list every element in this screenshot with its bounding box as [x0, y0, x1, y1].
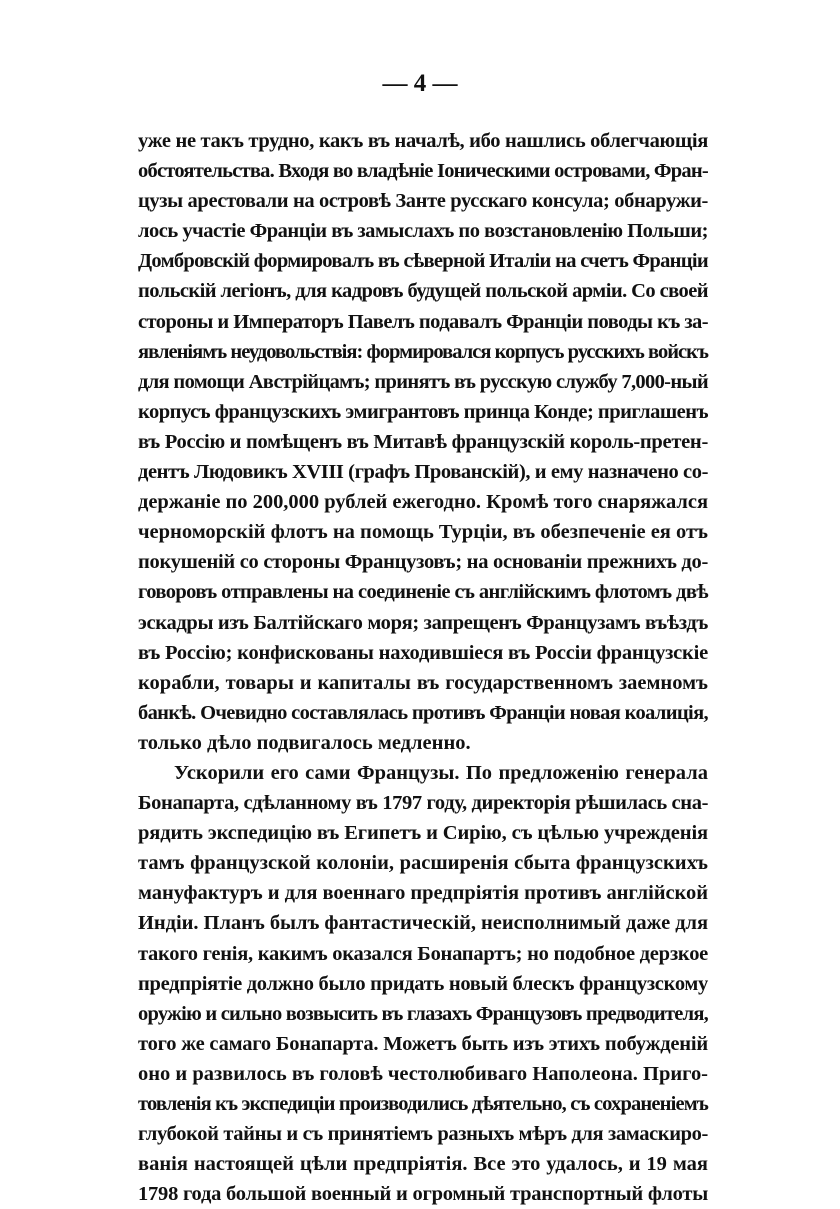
text-line: держаніе по 200,000 рублей ежегодно. Кромѣ того снаряжался — [138, 491, 709, 514]
text-line: корабли, товары и капиталы въ государственномъ заемномъ — [138, 671, 708, 694]
text-line: оно и развилось въ головѣ честолюбиваго Наполеона. Приго- — [138, 1062, 708, 1085]
text-line: польскій легіонъ, для кадровъ будущей польской арміи. Со своей — [138, 280, 708, 303]
text-line: въ Россію и помѣщенъ въ Митавѣ французскій король-претен- — [138, 430, 708, 453]
text-line: только дѣло подвигалось медленно. — [138, 731, 471, 754]
text-line: стороны и Императоръ Павелъ подавалъ Франціи поводы къ за- — [138, 310, 709, 333]
text-line: эскадры изъ Балтійскаго моря; запрещенъ Французамъ въѣздъ — [138, 611, 708, 634]
text-line: рядить экспедицію въ Египетъ и Сирію, съ цѣлью учрежденія — [138, 822, 708, 845]
text-line: лось участіе Франціи въ замыслахъ по возстановленію Польши; — [138, 220, 708, 243]
text-line: корпусъ французскихъ эмигрантовъ принца Конде; приглашенъ — [138, 400, 709, 423]
text-line: явленіямъ неудовольствія: формировался корпусъ русскихъ войскъ — [138, 340, 708, 363]
text-line: Индіи. Планъ былъ фантастическій, неисполнимый даже для — [138, 912, 709, 935]
text-line: обстоятельства. Входя во владѣніе Іоническими островами, Фран- — [138, 160, 708, 183]
text-line: банкѣ. Очевидно составлялась противъ Франціи новая коалиція, — [138, 701, 708, 724]
text-line: тамъ французской колоніи, расширенія сбыта французскихъ — [138, 852, 708, 875]
text-line: мануфактуръ и для военнаго предпріятія противъ англійской — [138, 882, 708, 905]
text-line: Ускорили его сами Французы. По предложенію генерала — [174, 761, 708, 784]
text-line: ванія настоящей цѣли предпріятія. Все это удалось, и 19 мая — [138, 1153, 708, 1176]
text-line: товленія къ экспедиціи производились дѣятельно, съ сохраненіемъ — [138, 1093, 708, 1115]
text-line: глубокой тайны и съ принятіемъ разныхъ мѣръ для замаскиро- — [138, 1123, 709, 1146]
text-line: такого генія, какимъ оказался Бонапартъ; но подобное дерзкое — [138, 942, 708, 965]
paragraph-2 — [138, 758, 708, 1209]
paragraph-1 — [138, 126, 708, 758]
text-line: оружію и сильно возвысить въ глазахъ Французовъ предводителя, — [138, 1002, 709, 1025]
text-line: дентъ Людовикъ XVIII (графъ Прованскій), и ему назначено со- — [138, 461, 708, 484]
text-line: того же самаго Бонапарта. Можетъ быть изъ этихъ побужденій — [138, 1032, 709, 1055]
text-line: Бонапарта, сдѣланному въ 1797 году, директорія рѣшилась сна- — [138, 792, 709, 815]
text-line: покушеній со стороны Французовъ; на основаніи прежнихъ до- — [138, 551, 708, 574]
text-line: предпріятіе должно было придать новый блескъ французскому — [138, 972, 708, 995]
text-line: для помощи Австрійцамъ; принятъ въ русскую службу 7,000-ный — [138, 370, 708, 393]
text-line: въ Россію; конфискованы находившіеся въ Россіи французскіе — [138, 641, 709, 664]
text-line: черноморскій флотъ на помощь Турціи, въ обезпеченіе ея отъ — [138, 521, 709, 544]
text-line: говоровъ отправлены на соединеніе съ англійскимъ флотомъ двѣ — [138, 581, 709, 604]
text-line: 1798 года большой военный и огромный транспортный флоты — [138, 1183, 708, 1206]
text-line: Домбровскій формировалъ въ сѣверной Италіи на счетъ Франціи — [138, 250, 708, 273]
body-text — [138, 126, 708, 1209]
text-line: цузы арестовали на островѣ Занте русскаго консула; обнаружи- — [138, 190, 708, 213]
text-line: уже не такъ трудно, какъ въ началѣ, ибо нашлись облегчающія — [138, 130, 708, 152]
page-number: — 4 — — [382, 70, 458, 97]
